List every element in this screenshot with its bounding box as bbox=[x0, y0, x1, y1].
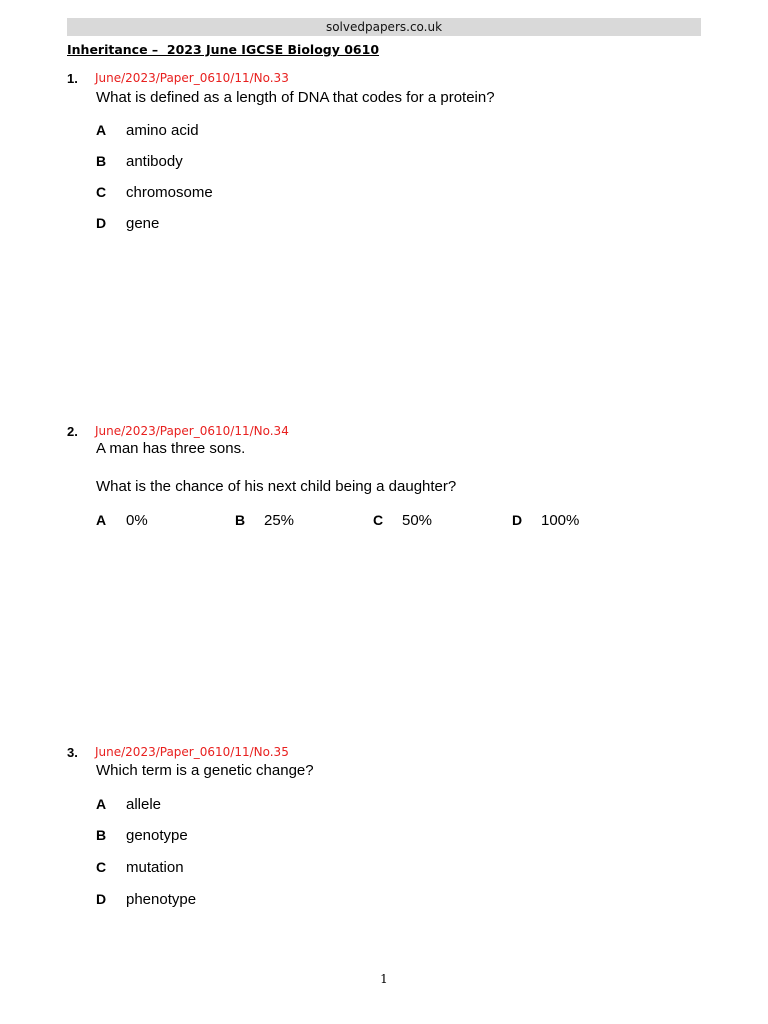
page-number: 1 bbox=[380, 972, 388, 986]
question-reference: June/2023/Paper_0610/11/No.34 bbox=[95, 424, 289, 438]
question-number: 1. bbox=[67, 71, 78, 86]
question-reference: June/2023/Paper_0610/11/No.35 bbox=[95, 745, 289, 759]
page-title: Inheritance – 2023 June IGCSE Biology 0610 bbox=[67, 42, 380, 57]
question-reference: June/2023/Paper_0610/11/No.33 bbox=[95, 71, 289, 85]
option-letter: B bbox=[235, 512, 246, 528]
option-text: 100% bbox=[541, 512, 580, 529]
question-text: A man has three sons. bbox=[96, 440, 246, 457]
option-text: allele bbox=[126, 796, 162, 813]
question-text: Which term is a genetic change? bbox=[96, 762, 314, 779]
option-text: mutation bbox=[126, 859, 184, 876]
option-letter: D bbox=[512, 512, 523, 528]
option-letter: D bbox=[96, 215, 107, 231]
option-text: gene bbox=[126, 215, 160, 232]
option-text: 50% bbox=[402, 512, 433, 529]
question-text-followup: What is the chance of his next child being a daughter? bbox=[96, 478, 457, 495]
option-letter: C bbox=[96, 859, 107, 875]
option-text: 25% bbox=[264, 512, 295, 529]
option-text: 0% bbox=[126, 512, 148, 529]
question-number: 3. bbox=[67, 745, 78, 760]
option-letter: A bbox=[96, 796, 107, 812]
option-text: phenotype bbox=[126, 891, 197, 908]
question-number: 2. bbox=[67, 424, 78, 439]
option-letter: A bbox=[96, 122, 107, 138]
option-text: antibody bbox=[126, 153, 183, 170]
question-text: What is defined as a length of DNA that codes for a protein? bbox=[96, 89, 495, 106]
option-letter: D bbox=[96, 891, 107, 907]
option-text: chromosome bbox=[126, 184, 213, 201]
option-letter: A bbox=[96, 512, 107, 528]
option-letter: C bbox=[96, 184, 107, 200]
option-text: genotype bbox=[126, 827, 188, 844]
option-letter: B bbox=[96, 827, 107, 843]
site-header: solvedpapers.co.uk bbox=[67, 18, 701, 36]
option-letter: B bbox=[96, 153, 107, 169]
option-letter: C bbox=[373, 512, 384, 528]
option-text: amino acid bbox=[126, 122, 199, 139]
